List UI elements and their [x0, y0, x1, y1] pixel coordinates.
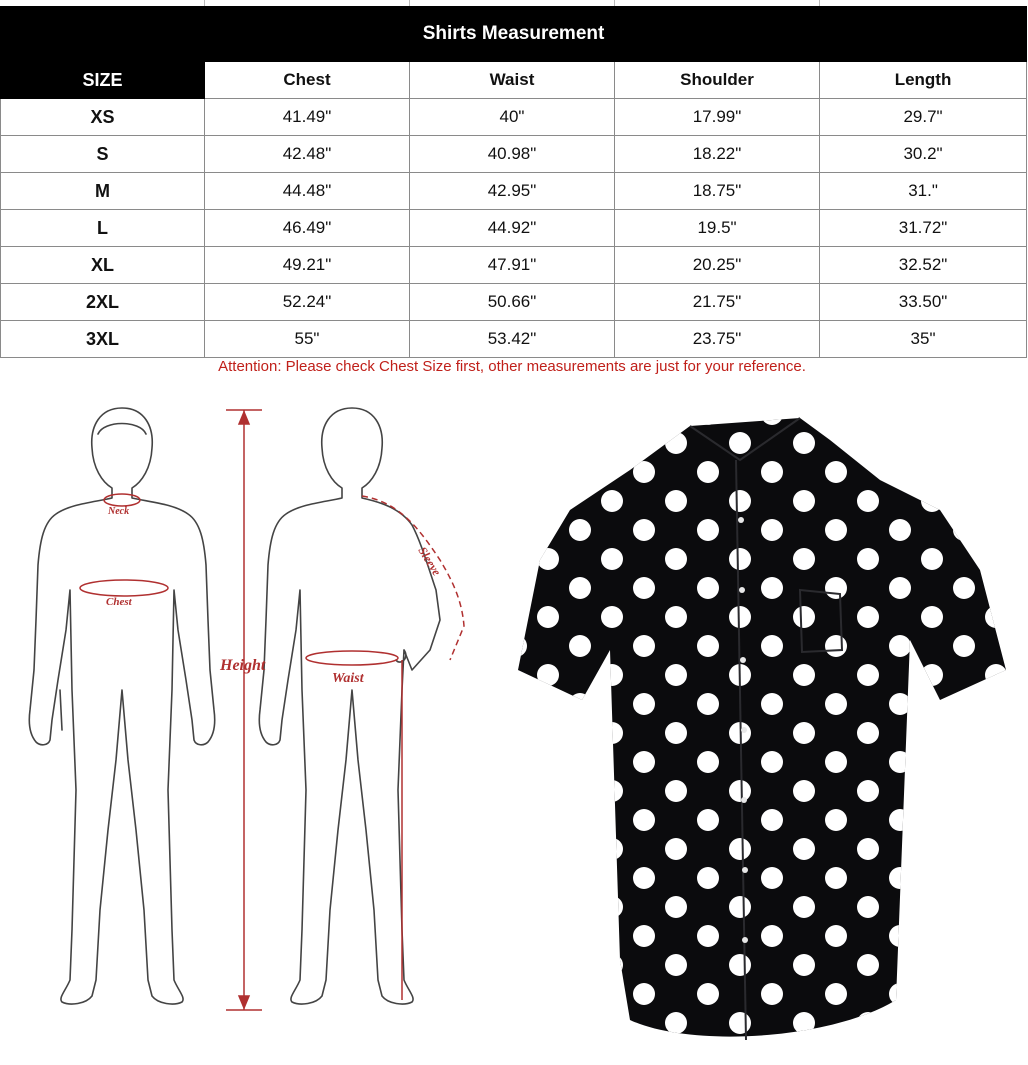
chest-cell: 41.49"	[205, 99, 410, 136]
chest-cell: 52.24"	[205, 284, 410, 321]
waist-cell: 50.66"	[410, 284, 615, 321]
size-cell: 2XL	[1, 284, 205, 321]
header-waist: Waist	[410, 62, 615, 99]
table-row	[1, 321, 1027, 358]
chest-label: Chest	[106, 596, 132, 608]
length-cell: 32.52"	[820, 247, 1027, 284]
waist-cell: 53.42"	[410, 321, 615, 358]
table-row	[1, 173, 1027, 210]
shoulder-cell: 17.99"	[615, 99, 820, 136]
chest-cell: 44.48"	[205, 173, 410, 210]
shoulder-cell: 18.22"	[615, 136, 820, 173]
back-figure-outline	[259, 408, 440, 1004]
length-cell: 31.72"	[820, 210, 1027, 247]
length-cell: 29.7"	[820, 99, 1027, 136]
waist-label: Waist	[332, 671, 364, 686]
attention-note: Attention: Please check Chest Size first, other measurements are just for your reference.	[218, 358, 806, 375]
neck-label: Neck	[108, 506, 130, 517]
waist-cell: 40.98"	[410, 136, 615, 173]
height-label: Height	[220, 657, 266, 674]
size-cell: 3XL	[1, 321, 205, 358]
length-cell: 35"	[820, 321, 1027, 358]
header-shoulder: Shoulder	[615, 62, 820, 99]
table-row	[1, 247, 1027, 284]
sleeve-label: Sleeve	[415, 544, 444, 579]
shoulder-cell: 19.5"	[615, 210, 820, 247]
table-row	[1, 210, 1027, 247]
header-chest: Chest	[205, 62, 410, 99]
table-row	[1, 136, 1027, 173]
shoulder-cell: 20.25"	[615, 247, 820, 284]
chest-cell: 46.49"	[205, 210, 410, 247]
waist-cell: 47.91"	[410, 247, 615, 284]
shoulder-cell: 23.75"	[615, 321, 820, 358]
table-title: Shirts Measurement	[1, 7, 1027, 62]
chest-cell: 42.48"	[205, 136, 410, 173]
length-cell: 31."	[820, 173, 1027, 210]
size-cell: XL	[1, 247, 205, 284]
size-cell: S	[1, 136, 205, 173]
size-chart-table	[0, 6, 1027, 358]
polka-dot-shirt-image	[500, 400, 1028, 1060]
waist-cell: 44.92"	[410, 210, 615, 247]
shoulder-cell: 21.75"	[615, 284, 820, 321]
header-size: SIZE	[1, 62, 205, 99]
length-cell: 30.2"	[820, 136, 1027, 173]
size-cell: M	[1, 173, 205, 210]
size-cell: L	[1, 210, 205, 247]
shoulder-cell: 18.75"	[615, 173, 820, 210]
front-figure-outline	[29, 408, 215, 1004]
chest-cell: 49.21"	[205, 247, 410, 284]
table-row	[1, 284, 1027, 321]
length-cell: 33.50"	[820, 284, 1027, 321]
waist-cell: 40"	[410, 99, 615, 136]
size-cell: XS	[1, 99, 205, 136]
body-measurement-diagram	[0, 390, 500, 1060]
header-length: Length	[820, 62, 1027, 99]
table-row	[1, 99, 1027, 136]
chest-cell: 55"	[205, 321, 410, 358]
table-header-row	[1, 62, 1027, 99]
waist-cell: 42.95"	[410, 173, 615, 210]
table-title-row	[1, 7, 1027, 62]
